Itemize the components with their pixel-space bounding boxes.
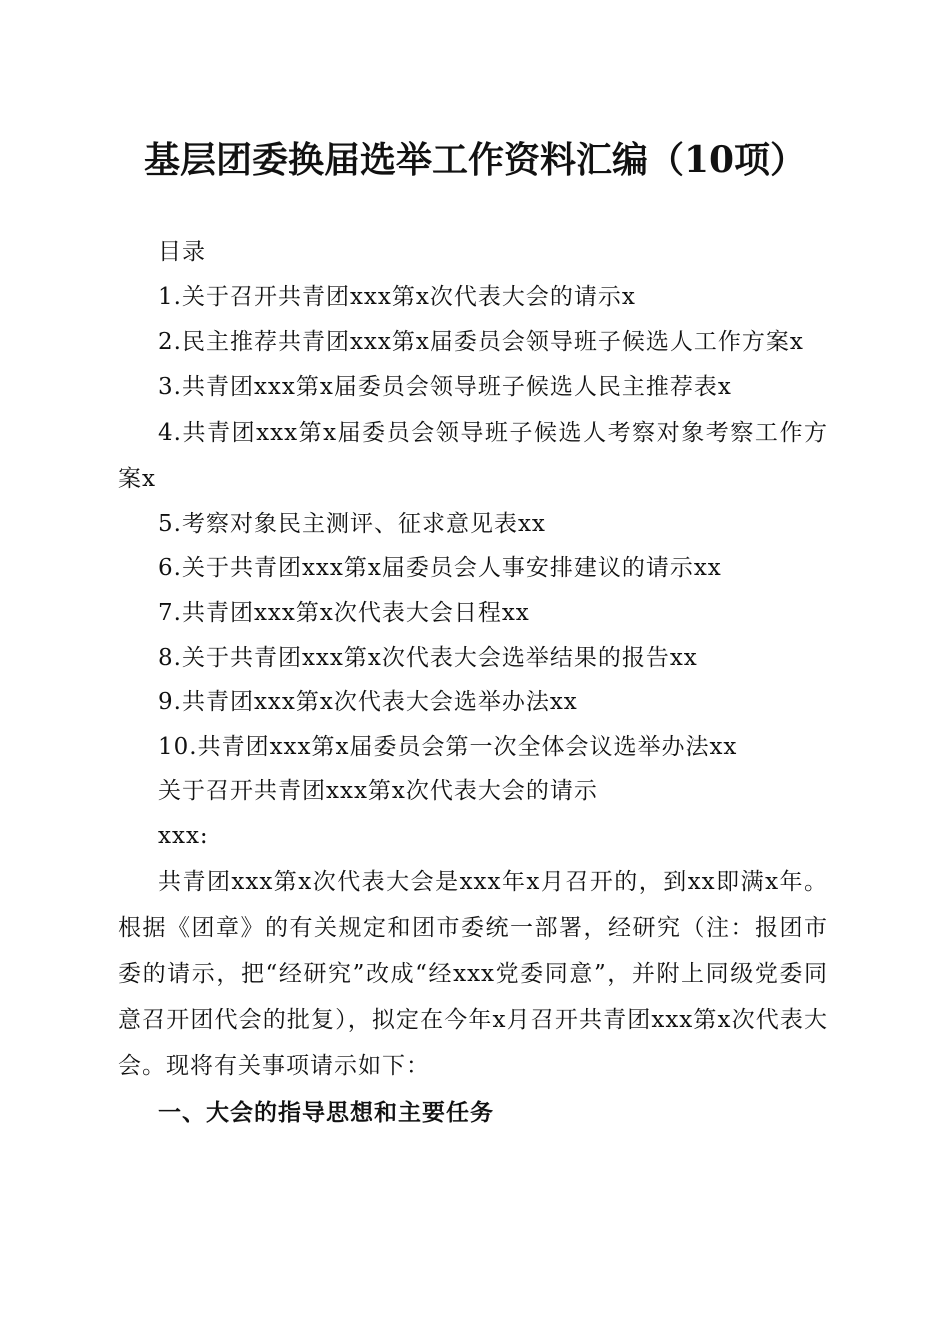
toc-list <box>118 275 828 770</box>
toc-item: 6.关于共青团xxx第x届委员会人事安排建议的请示xx <box>158 555 722 582</box>
toc-item: 1.关于召开共青团xxx第x次代表大会的请示x <box>158 283 636 310</box>
toc-item: 4.共青团xxx第x届委员会领导班子候选人考察对象考察工作方案x <box>118 419 828 492</box>
toc-item: 5.考察对象民主测评、征求意见表xx <box>158 510 546 537</box>
toc-item: 9.共青团xxx第x次代表大会选举办法xx <box>158 689 578 716</box>
toc-item: 10.共青团xxx第x届委员会第一次全体会议选举办法xx <box>158 733 738 760</box>
body-paragraph: 共青团xxx第x次代表大会是xxx年x月召开的，到xx即满x年。根据《团章》的有关规定和团市委统一部署，经研究（注：报团市委的请示，把“经研究”改成“经xxx党委同意”，并附上同级党委同意召开团代会的批复），拟定在今年x月召开共青团xxx第x次代表大会。现将有关事项请示如下： <box>118 868 828 1079</box>
section-heading: 一、大会的指导思想和主要任务 <box>158 1099 494 1126</box>
toc-heading: 目录 <box>158 239 206 265</box>
toc-item: 8.关于共青团xxx第x次代表大会选举结果的报告xx <box>158 644 698 671</box>
salutation: xxx: <box>158 822 209 849</box>
toc-item: 7.共青团xxx第x次代表大会日程xx <box>158 599 530 626</box>
toc-item: 2.民主推荐共青团xxx第x届委员会领导班子候选人工作方案x <box>158 329 804 356</box>
toc-item: 3.共青团xxx第x届委员会领导班子候选人民主推荐表x <box>158 374 732 401</box>
document-body <box>118 230 828 1137</box>
document-title: 基层团委换届选举工作资料汇编（10项） <box>143 139 807 181</box>
section-title: 关于召开共青团xxx第x次代表大会的请示 <box>158 778 598 805</box>
